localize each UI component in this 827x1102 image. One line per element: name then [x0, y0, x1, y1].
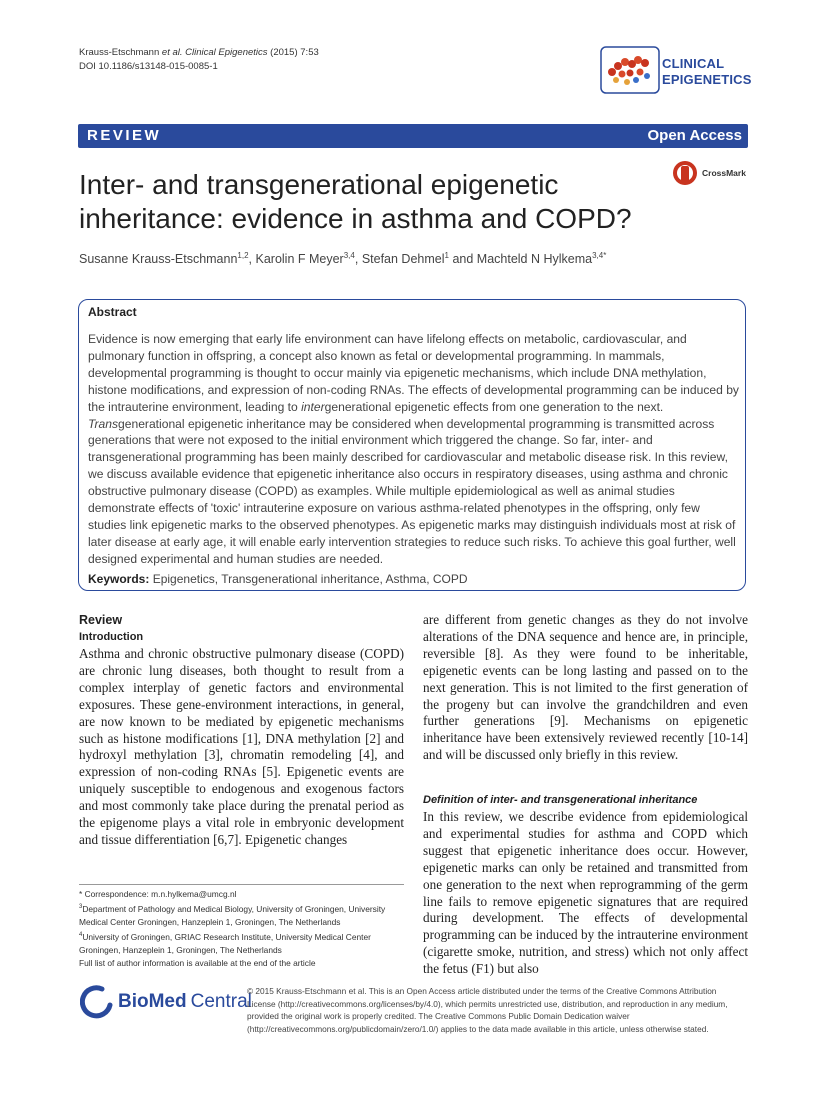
- article-type-banner: [78, 124, 748, 148]
- body-column-2-text-2: In this review, we describe evidence from epidemiological and experimental studies for asthma and COPD which suggest that epigenetic inheritance does occur. However, epigenetic marks can only be retained and transmitted from one generation to the next when reprogramming of the germ line fails to remove epigenetic signatures that are required during development. The effects of developmental programming can be induced by the intrauterine environment (cigarette smoke, nutrition, and stress) which not only affect the fetus (F1) but also: [423, 809, 748, 977]
- article-title: Inter- and transgenerational epigenetic inheritance: evidence in asthma and COPD?: [79, 169, 632, 234]
- keywords: Keywords: Epigenetics, Transgenerational inheritance, Asthma, COPD: [88, 572, 468, 586]
- footnote-divider: [79, 884, 404, 885]
- biomed-central-swirl-icon: [80, 985, 114, 1019]
- author-list: Susanne Krauss-Etschmann$^{1,2}$, Karolin F Meyer$^{3,4}$, Stefan Dehmel$^1$ and Machteld N Hylkema$^{3,4*}$: [79, 251, 607, 267]
- crossmark-icon: [672, 160, 698, 186]
- article-type-label: REVIEW: [87, 127, 162, 144]
- journal-logo-molecule-icon: [600, 46, 660, 94]
- license-text: © 2015 Krauss-Etschmann et al. This is an Open Access article distributed under the terms of the Creative Commons Attribution License (http://creativecommons.org/licenses/by/4.0), which permits unrestricted use, distribution, and reproduction in any medium, provided the original work is properly credited. The Creative Commons Public Domain Dedication waiver (http://creativecommons.org/publicdomain/zero/1.0/) applies to the data made available in this article, unless otherwise stated.: [247, 986, 728, 1034]
- citation-header: [79, 46, 319, 74]
- body-column-2-text-1: are different from genetic changes as they do not involve alterations of the DNA sequence and hence are, in principle, reversible [8]. As they were found to be inheritable, epigenetic events can be long lasting and passed on to the next generation. This is not limited to the first generation of the progeny but can involve the grandchildren and even further generations [9]. Mechanisms on epigenetic inheritance have been extensively reviewed recently [10-14] and will be discussed only briefly in this review.: [423, 612, 748, 763]
- introduction-heading: Introduction: [79, 631, 144, 643]
- definition-heading: Definition of inter- and transgenerational inheritance: [423, 794, 698, 806]
- footnotes: [79, 888, 409, 970]
- citation-line: Krauss-Etschmann et al. Clinical Epigenetics (2015) 7:53: [79, 47, 319, 58]
- affiliation-4: $^4$University of Groningen, GRIAC Research Institute, University Medical Center Groningen, Hanzeplein 1, Groningen, The Netherlands: [79, 931, 371, 955]
- open-access-label: Open Access: [647, 127, 742, 144]
- biomed-central-logo: BioMed Central: [80, 985, 252, 1019]
- review-heading: Review: [79, 613, 123, 627]
- abstract-heading: Abstract: [88, 305, 137, 319]
- full-author-info-note: Full list of author information is available at the end of the article: [79, 957, 316, 968]
- journal-logo-text: CLINICAL EPIGENETICS: [662, 56, 752, 87]
- doi: DOI 10.1186/s13148-015-0085-1: [79, 61, 218, 72]
- crossmark-badge[interactable]: CrossMark: [672, 160, 746, 186]
- abstract-text: Evidence is now emerging that early life environment can have lifelong effects on metabolic, cardiovascular, and pulmonary function in offspring, a concept also known as fetal or developmental programming. In mammals, developmental programming is thought to occur mainly via epigenetic mechanisms, which include DNA methylation, histone modifications, and expression of non-coding RNAs. The effects of developmental programming can be induced by the intrauterine environment, leading to intergenerational epigenetic effects from one generation to the next. Transgenerational epigenetic inheritance may be considered when developmental programming is transmitted across generations that were not exposed to the initial environment which triggered the change. So far, inter- and transgenerational programming has been mainly described for cardiovascular and metabolic disease risk. In this review, we discuss available evidence that epigenetic inheritance also occurs in respiratory diseases, using asthma and chronic obstructive pulmonary disease (COPD) as examples. While multiple epidemiological as well as animal studies demonstrate effects of 'toxic' intrauterine exposure on various asthma-related phenotypes in the offspring, only few studies link epigenetic marks to the observed phenotypes. As epigenetic marks may distinguish individuals most at risk of later disease at early age, it will enable early intervention strategies to reduce such risks. To achieve this goal further, well designed experimental and human studies are needed.: [88, 332, 739, 566]
- affiliation-3: $^3$Department of Pathology and Medical Biology, University of Groningen, University Medical Center Groningen, Hanzeplein 1, Groningen, The Netherlands: [79, 903, 386, 927]
- correspondence: * Correspondence: m.n.hylkema@umcg.nl: [79, 889, 237, 899]
- body-column-1-text: Asthma and chronic obstructive pulmonary disease (COPD) are chronic lung diseases, both thought to result from a complex interplay of genetic factors and environmental exposures. These gene-environment interactions, in general, are now known to be mediated by epigenetic mechanisms such as histone modifications [1], DNA methylation [2] and hydroxyl methylation [3], chromatin remodeling [4], and expression of non-coding RNAs [5]. Epigenetic events are uniquely susceptible to endogenous and exogenous factors and most commonly take place during the prenatal period as the epigenome plays a vital role in embryonic development and tissue differentiation [6,7]. Epigenetic changes: [79, 646, 404, 847]
